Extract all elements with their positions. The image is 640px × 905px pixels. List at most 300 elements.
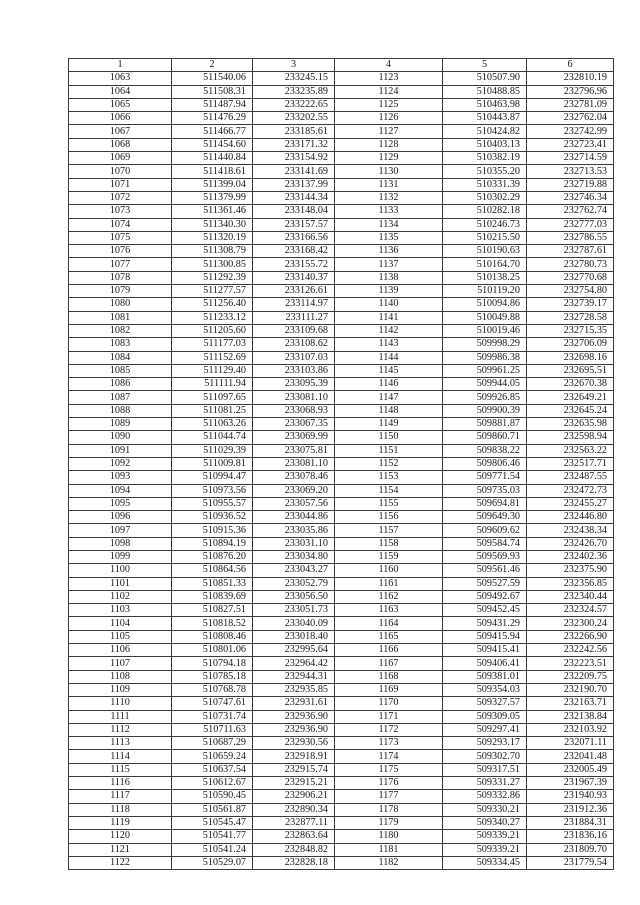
y-coordinate-cell: 232828.18 [253, 856, 335, 869]
point-number-cell: 1077 [69, 258, 172, 271]
x-coordinate-cell: 510808.46 [172, 630, 253, 643]
table-row [69, 511, 614, 524]
y-coordinate-cell: 233068.93 [253, 404, 335, 417]
point-number-cell: 1073 [69, 205, 172, 218]
point-number-cell: 1130 [335, 165, 443, 178]
x-coordinate-cell: 511340.30 [172, 218, 253, 231]
table-row [69, 524, 614, 537]
point-number-cell: 1084 [69, 351, 172, 364]
y-coordinate-cell: 232930.56 [253, 737, 335, 750]
y-coordinate-cell: 232071.11 [527, 737, 614, 750]
table-row [69, 338, 614, 351]
x-coordinate-cell: 511111.94 [172, 378, 253, 391]
table-row [69, 431, 614, 444]
x-coordinate-cell: 509998.29 [443, 338, 527, 351]
point-number-cell: 1182 [335, 856, 443, 869]
x-coordinate-cell: 510215.50 [443, 231, 527, 244]
y-coordinate-cell: 232713.53 [527, 165, 614, 178]
point-number-cell: 1158 [335, 537, 443, 550]
y-coordinate-cell: 232472.73 [527, 484, 614, 497]
table-row [69, 72, 614, 85]
y-coordinate-cell: 232915.74 [253, 763, 335, 776]
point-number-cell: 1137 [335, 258, 443, 271]
header-col-4: 4 [335, 59, 443, 72]
x-coordinate-cell: 511029.39 [172, 444, 253, 457]
y-coordinate-cell: 232324.57 [527, 604, 614, 617]
point-number-cell: 1103 [69, 604, 172, 617]
x-coordinate-cell: 510818.52 [172, 617, 253, 630]
x-coordinate-cell: 511508.31 [172, 85, 253, 98]
y-coordinate-cell: 233245.15 [253, 72, 335, 85]
x-coordinate-cell: 510463.98 [443, 98, 527, 111]
x-coordinate-cell: 509317.51 [443, 763, 527, 776]
table-row [69, 750, 614, 763]
x-coordinate-cell: 510827.51 [172, 604, 253, 617]
point-number-cell: 1140 [335, 298, 443, 311]
x-coordinate-cell: 510894.19 [172, 537, 253, 550]
x-coordinate-cell: 509569.93 [443, 550, 527, 563]
point-number-cell: 1096 [69, 511, 172, 524]
y-coordinate-cell: 232563.22 [527, 444, 614, 457]
y-coordinate-cell: 233103.86 [253, 364, 335, 377]
y-coordinate-cell: 232517.71 [527, 457, 614, 470]
y-coordinate-cell: 232777.03 [527, 218, 614, 231]
point-number-cell: 1082 [69, 324, 172, 337]
y-coordinate-cell: 232906.21 [253, 790, 335, 803]
x-coordinate-cell: 510955.57 [172, 497, 253, 510]
y-coordinate-cell: 232645.24 [527, 404, 614, 417]
y-coordinate-cell: 233067.35 [253, 418, 335, 431]
point-number-cell: 1153 [335, 471, 443, 484]
y-coordinate-cell: 233069.20 [253, 484, 335, 497]
point-number-cell: 1136 [335, 245, 443, 258]
y-coordinate-cell: 233075.81 [253, 444, 335, 457]
x-coordinate-cell: 511256.40 [172, 298, 253, 311]
table-row [69, 497, 614, 510]
point-number-cell: 1122 [69, 856, 172, 869]
x-coordinate-cell: 509406.41 [443, 657, 527, 670]
point-number-cell: 1118 [69, 803, 172, 816]
x-coordinate-cell: 509309.05 [443, 710, 527, 723]
point-number-cell: 1109 [69, 683, 172, 696]
x-coordinate-cell: 509860.71 [443, 431, 527, 444]
point-number-cell: 1115 [69, 763, 172, 776]
x-coordinate-cell: 511129.40 [172, 364, 253, 377]
y-coordinate-cell: 233018.40 [253, 630, 335, 643]
point-number-cell: 1075 [69, 231, 172, 244]
x-coordinate-cell: 509332.86 [443, 790, 527, 803]
point-number-cell: 1168 [335, 670, 443, 683]
y-coordinate-cell: 233056.50 [253, 590, 335, 603]
x-coordinate-cell: 509561.46 [443, 564, 527, 577]
x-coordinate-cell: 509431.29 [443, 617, 527, 630]
x-coordinate-cell: 509331.27 [443, 777, 527, 790]
point-number-cell: 1141 [335, 311, 443, 324]
point-number-cell: 1121 [69, 843, 172, 856]
y-coordinate-cell: 232340.44 [527, 590, 614, 603]
y-coordinate-cell: 232810.19 [527, 72, 614, 85]
x-coordinate-cell: 510190.63 [443, 245, 527, 258]
x-coordinate-cell: 511205.60 [172, 324, 253, 337]
x-coordinate-cell: 511044.74 [172, 431, 253, 444]
point-number-cell: 1172 [335, 723, 443, 736]
y-coordinate-cell: 232995.64 [253, 644, 335, 657]
x-coordinate-cell: 511320.19 [172, 231, 253, 244]
point-number-cell: 1087 [69, 391, 172, 404]
point-number-cell: 1133 [335, 205, 443, 218]
x-coordinate-cell: 510851.33 [172, 577, 253, 590]
point-number-cell: 1161 [335, 577, 443, 590]
table-row [69, 165, 614, 178]
point-number-cell: 1097 [69, 524, 172, 537]
y-coordinate-cell: 232915.21 [253, 777, 335, 790]
point-number-cell: 1131 [335, 178, 443, 191]
point-number-cell: 1127 [335, 125, 443, 138]
y-coordinate-cell: 233168.42 [253, 245, 335, 258]
x-coordinate-cell: 509806.46 [443, 457, 527, 470]
x-coordinate-cell: 510545.47 [172, 816, 253, 829]
y-coordinate-cell: 232936.90 [253, 710, 335, 723]
x-coordinate-cell: 511081.25 [172, 404, 253, 417]
x-coordinate-cell: 510915.36 [172, 524, 253, 537]
x-coordinate-cell: 510507.90 [443, 72, 527, 85]
table-row [69, 484, 614, 497]
point-number-cell: 1126 [335, 112, 443, 125]
point-number-cell: 1112 [69, 723, 172, 736]
y-coordinate-cell: 231940.93 [527, 790, 614, 803]
y-coordinate-cell: 233109.68 [253, 324, 335, 337]
point-number-cell: 1090 [69, 431, 172, 444]
point-number-cell: 1166 [335, 644, 443, 657]
table-row [69, 298, 614, 311]
point-number-cell: 1076 [69, 245, 172, 258]
table-row [69, 112, 614, 125]
y-coordinate-cell: 233155.72 [253, 258, 335, 271]
point-number-cell: 1129 [335, 152, 443, 165]
y-coordinate-cell: 232103.92 [527, 723, 614, 736]
point-number-cell: 1175 [335, 763, 443, 776]
x-coordinate-cell: 510119.20 [443, 285, 527, 298]
x-coordinate-cell: 509584.74 [443, 537, 527, 550]
point-number-cell: 1094 [69, 484, 172, 497]
point-number-cell: 1142 [335, 324, 443, 337]
point-number-cell: 1180 [335, 830, 443, 843]
y-coordinate-cell: 232728.58 [527, 311, 614, 324]
table-row [69, 604, 614, 617]
x-coordinate-cell: 511097.65 [172, 391, 253, 404]
x-coordinate-cell: 509735.03 [443, 484, 527, 497]
x-coordinate-cell: 509926.85 [443, 391, 527, 404]
y-coordinate-cell: 232762.74 [527, 205, 614, 218]
header-col-3: 3 [253, 59, 335, 72]
point-number-cell: 1095 [69, 497, 172, 510]
y-coordinate-cell: 233114.97 [253, 298, 335, 311]
point-number-cell: 1120 [69, 830, 172, 843]
y-coordinate-cell: 232746.34 [527, 191, 614, 204]
point-number-cell: 1164 [335, 617, 443, 630]
y-coordinate-cell: 232931.61 [253, 697, 335, 710]
point-number-cell: 1071 [69, 178, 172, 191]
x-coordinate-cell: 510590.45 [172, 790, 253, 803]
y-coordinate-cell: 232762.04 [527, 112, 614, 125]
y-coordinate-cell: 233235.89 [253, 85, 335, 98]
table-row [69, 471, 614, 484]
table-row [69, 803, 614, 816]
table-row [69, 364, 614, 377]
x-coordinate-cell: 510936.52 [172, 511, 253, 524]
point-number-cell: 1066 [69, 112, 172, 125]
point-number-cell: 1070 [69, 165, 172, 178]
point-number-cell: 1167 [335, 657, 443, 670]
x-coordinate-cell: 511454.60 [172, 138, 253, 151]
point-number-cell: 1119 [69, 816, 172, 829]
table-row [69, 777, 614, 790]
y-coordinate-cell: 232781.09 [527, 98, 614, 111]
x-coordinate-cell: 509881.87 [443, 418, 527, 431]
table-row [69, 205, 614, 218]
point-number-cell: 1106 [69, 644, 172, 657]
x-coordinate-cell: 509838.22 [443, 444, 527, 457]
y-coordinate-cell: 232918.91 [253, 750, 335, 763]
y-coordinate-cell: 233140.37 [253, 271, 335, 284]
y-coordinate-cell: 232426.70 [527, 537, 614, 550]
point-number-cell: 1078 [69, 271, 172, 284]
point-number-cell: 1128 [335, 138, 443, 151]
y-coordinate-cell: 233126.61 [253, 285, 335, 298]
y-coordinate-cell: 233107.03 [253, 351, 335, 364]
x-coordinate-cell: 510488.85 [443, 85, 527, 98]
y-coordinate-cell: 233202.55 [253, 112, 335, 125]
x-coordinate-cell: 510659.24 [172, 750, 253, 763]
point-number-cell: 1156 [335, 511, 443, 524]
table-row [69, 258, 614, 271]
y-coordinate-cell: 232742.99 [527, 125, 614, 138]
x-coordinate-cell: 509961.25 [443, 364, 527, 377]
x-coordinate-cell: 511399.04 [172, 178, 253, 191]
y-coordinate-cell: 232787.61 [527, 245, 614, 258]
y-coordinate-cell: 232266.90 [527, 630, 614, 643]
x-coordinate-cell: 510876.20 [172, 550, 253, 563]
table-row [69, 231, 614, 244]
x-coordinate-cell: 510403.13 [443, 138, 527, 151]
point-number-cell: 1170 [335, 697, 443, 710]
table-row [69, 404, 614, 417]
table-row [69, 125, 614, 138]
table-row [69, 285, 614, 298]
x-coordinate-cell: 511277.57 [172, 285, 253, 298]
y-coordinate-cell: 232754.80 [527, 285, 614, 298]
x-coordinate-cell: 510529.07 [172, 856, 253, 869]
x-coordinate-cell: 509649.30 [443, 511, 527, 524]
x-coordinate-cell: 510094.86 [443, 298, 527, 311]
table-row [69, 856, 614, 869]
y-coordinate-cell: 231779.54 [527, 856, 614, 869]
x-coordinate-cell: 510973.56 [172, 484, 253, 497]
table-row [69, 577, 614, 590]
y-coordinate-cell: 232300.24 [527, 617, 614, 630]
y-coordinate-cell: 233111.27 [253, 311, 335, 324]
y-coordinate-cell: 232964.42 [253, 657, 335, 670]
table-row [69, 271, 614, 284]
point-number-cell: 1124 [335, 85, 443, 98]
point-number-cell: 1179 [335, 816, 443, 829]
x-coordinate-cell: 509527.59 [443, 577, 527, 590]
point-number-cell: 1110 [69, 697, 172, 710]
x-coordinate-cell: 510612.67 [172, 777, 253, 790]
y-coordinate-cell: 232944.31 [253, 670, 335, 683]
y-coordinate-cell: 232005.49 [527, 763, 614, 776]
x-coordinate-cell: 511440.84 [172, 152, 253, 165]
point-number-cell: 1111 [69, 710, 172, 723]
x-coordinate-cell: 510541.24 [172, 843, 253, 856]
y-coordinate-cell: 233034.80 [253, 550, 335, 563]
x-coordinate-cell: 511152.69 [172, 351, 253, 364]
y-coordinate-cell: 233095.39 [253, 378, 335, 391]
x-coordinate-cell: 509334.45 [443, 856, 527, 869]
point-number-cell: 1152 [335, 457, 443, 470]
y-coordinate-cell: 232487.55 [527, 471, 614, 484]
x-coordinate-cell: 510331.39 [443, 178, 527, 191]
x-coordinate-cell: 511361.46 [172, 205, 253, 218]
x-coordinate-cell: 510801.06 [172, 644, 253, 657]
y-coordinate-cell: 232455.27 [527, 497, 614, 510]
table-row [69, 191, 614, 204]
x-coordinate-cell: 509944.05 [443, 378, 527, 391]
point-number-cell: 1100 [69, 564, 172, 577]
x-coordinate-cell: 511379.99 [172, 191, 253, 204]
y-coordinate-cell: 233154.92 [253, 152, 335, 165]
point-number-cell: 1157 [335, 524, 443, 537]
x-coordinate-cell: 510138.25 [443, 271, 527, 284]
y-coordinate-cell: 233078.46 [253, 471, 335, 484]
point-number-cell: 1147 [335, 391, 443, 404]
header-col-1: 1 [69, 59, 172, 72]
x-coordinate-cell: 509354.03 [443, 683, 527, 696]
point-number-cell: 1101 [69, 577, 172, 590]
point-number-cell: 1079 [69, 285, 172, 298]
point-number-cell: 1091 [69, 444, 172, 457]
x-coordinate-cell: 510282.18 [443, 205, 527, 218]
y-coordinate-cell: 232936.90 [253, 723, 335, 736]
y-coordinate-cell: 232698.16 [527, 351, 614, 364]
y-coordinate-cell: 233044.86 [253, 511, 335, 524]
table-row [69, 537, 614, 550]
point-number-cell: 1159 [335, 550, 443, 563]
y-coordinate-cell: 233081.10 [253, 457, 335, 470]
y-coordinate-cell: 233137.99 [253, 178, 335, 191]
table-row [69, 324, 614, 337]
point-number-cell: 1177 [335, 790, 443, 803]
point-number-cell: 1093 [69, 471, 172, 484]
x-coordinate-cell: 509452.45 [443, 604, 527, 617]
table-row [69, 351, 614, 364]
header-col-6: 6 [527, 59, 614, 72]
y-coordinate-cell: 233222.65 [253, 98, 335, 111]
y-coordinate-cell: 232770.68 [527, 271, 614, 284]
y-coordinate-cell: 232438.34 [527, 524, 614, 537]
x-coordinate-cell: 509415.94 [443, 630, 527, 643]
y-coordinate-cell: 232695.51 [527, 364, 614, 377]
x-coordinate-cell: 510424.82 [443, 125, 527, 138]
y-coordinate-cell: 233081.10 [253, 391, 335, 404]
y-coordinate-cell: 232446.80 [527, 511, 614, 524]
y-coordinate-cell: 231912.36 [527, 803, 614, 816]
point-number-cell: 1113 [69, 737, 172, 750]
x-coordinate-cell: 511308.79 [172, 245, 253, 258]
point-number-cell: 1171 [335, 710, 443, 723]
x-coordinate-cell: 510864.56 [172, 564, 253, 577]
point-number-cell: 1143 [335, 338, 443, 351]
point-number-cell: 1080 [69, 298, 172, 311]
point-number-cell: 1149 [335, 418, 443, 431]
x-coordinate-cell: 510049.88 [443, 311, 527, 324]
y-coordinate-cell: 233043.27 [253, 564, 335, 577]
x-coordinate-cell: 511177.03 [172, 338, 253, 351]
table-row [69, 790, 614, 803]
table-row [69, 763, 614, 776]
x-coordinate-cell: 509293.17 [443, 737, 527, 750]
x-coordinate-cell: 509986.38 [443, 351, 527, 364]
point-number-cell: 1064 [69, 85, 172, 98]
table-row [69, 630, 614, 643]
x-coordinate-cell: 511063.26 [172, 418, 253, 431]
table-row [69, 178, 614, 191]
table-row [69, 697, 614, 710]
table-row [69, 391, 614, 404]
point-number-cell: 1088 [69, 404, 172, 417]
point-number-cell: 1098 [69, 537, 172, 550]
point-number-cell: 1174 [335, 750, 443, 763]
table-row [69, 590, 614, 603]
y-coordinate-cell: 232935.85 [253, 683, 335, 696]
x-coordinate-cell: 510164.70 [443, 258, 527, 271]
point-number-cell: 1155 [335, 497, 443, 510]
point-number-cell: 1154 [335, 484, 443, 497]
y-coordinate-cell: 232635.98 [527, 418, 614, 431]
point-number-cell: 1125 [335, 98, 443, 111]
point-number-cell: 1176 [335, 777, 443, 790]
table-row [69, 444, 614, 457]
point-number-cell: 1165 [335, 630, 443, 643]
y-coordinate-cell: 232780.73 [527, 258, 614, 271]
x-coordinate-cell: 511540.06 [172, 72, 253, 85]
point-number-cell: 1148 [335, 404, 443, 417]
y-coordinate-cell: 232138.84 [527, 710, 614, 723]
y-coordinate-cell: 232209.75 [527, 670, 614, 683]
x-coordinate-cell: 510541.77 [172, 830, 253, 843]
x-coordinate-cell: 510747.61 [172, 697, 253, 710]
x-coordinate-cell: 510019.46 [443, 324, 527, 337]
y-coordinate-cell: 232848.82 [253, 843, 335, 856]
x-coordinate-cell: 511292.39 [172, 271, 253, 284]
table-row [69, 564, 614, 577]
point-number-cell: 1102 [69, 590, 172, 603]
point-number-cell: 1181 [335, 843, 443, 856]
point-number-cell: 1150 [335, 431, 443, 444]
y-coordinate-cell: 232706.09 [527, 338, 614, 351]
x-coordinate-cell: 511466.77 [172, 125, 253, 138]
point-number-cell: 1135 [335, 231, 443, 244]
y-coordinate-cell: 232863.64 [253, 830, 335, 843]
x-coordinate-cell: 509330.21 [443, 803, 527, 816]
x-coordinate-cell: 510561.87 [172, 803, 253, 816]
point-number-cell: 1178 [335, 803, 443, 816]
point-number-cell: 1138 [335, 271, 443, 284]
table-row [69, 378, 614, 391]
point-number-cell: 1116 [69, 777, 172, 790]
table-row [69, 311, 614, 324]
table-row [69, 723, 614, 736]
